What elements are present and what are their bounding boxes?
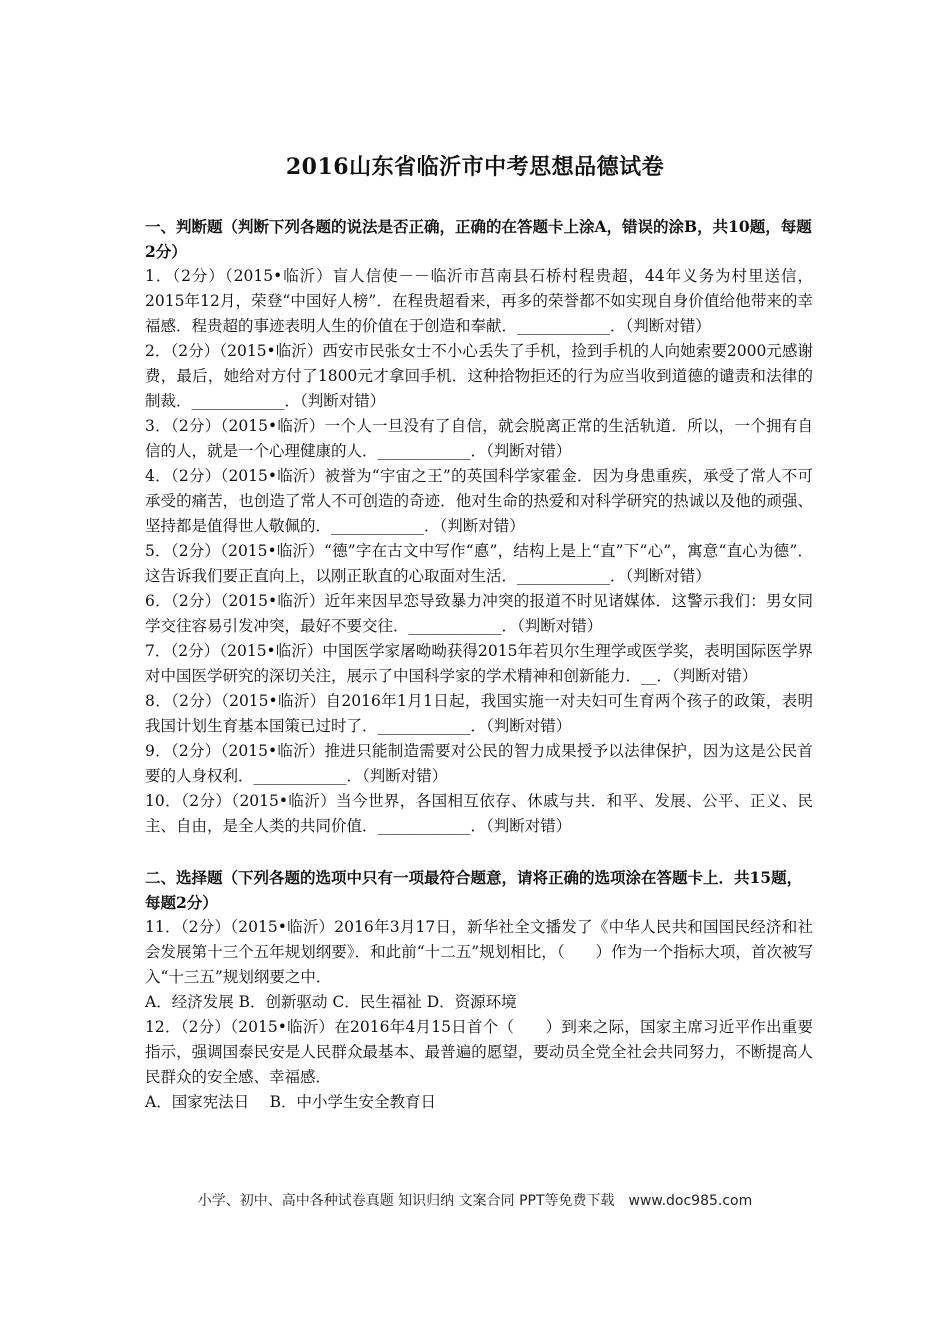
question-2: 2．（2分）（2015•临沂）西安市民张女士不小心丢失了手机，捡到手机的人向她索要2000元感谢费，最后，她给对方付了1800元才拿回手机．这种拾物拒还的行为应当收到道德的谴责和法律的制裁．____________．（判断对错） bbox=[145, 342, 813, 410]
question-8: 8．（2分）（2015•临沂）自2016年1月1日起，我国实施一对夫妇可生育两个孩子的政策，表明我国计划生育基本国策已过时了．____________．（判断对错） bbox=[145, 692, 813, 735]
question-11-options: A．经济发展 B．创新驱动 C．民生福祉 D．资源环境 bbox=[145, 993, 517, 1011]
question-12-options: A．国家宪法日 B．中小学生安全教育日 bbox=[145, 1093, 437, 1111]
question-9: 9．（2分）（2015•临沂）推进只能制造需要对公民的智力成果授予以法律保护，因为这是公民首要的人身权利．____________．（判断对错） bbox=[145, 742, 813, 785]
section-2-heading: 二、选择题（下列各题的选项中只有一项最符合题意，请将正确的选项涂在答题卡上．共15题，每题2分） bbox=[145, 868, 803, 912]
question-1: 1．（2分）（2015•临沂）盲人信使－－临沂市莒南县石桥村程贵超，44年义务为村里送信，2015年12月，荣登“中国好人榜”．在程贵超看来，再多的荣誉都不如实现自身价值给他带来的幸福感．程贵超的事迹表明人生的价值在于创造和奉献．____________．（判断对错） bbox=[145, 267, 813, 335]
question-4: 4．（2分）（2015•临沂）被誉为“宇宙之王”的英国科学家霍金．因为身患重疾，承受了常人不可承受的痛苦，也创造了常人不可创造的奇迹．他对生命的热爱和对科学研究的热诚以及他的顽强、坚持都是值得世人敬佩的．____________．（判断对错） bbox=[145, 467, 813, 535]
section-1-heading: 一、判断题（判断下列各题的说法是否正确，正确的在答题卡上涂A，错误的涂B，共10题，每题2分） bbox=[145, 217, 812, 261]
question-3: 3．（2分）（2015•临沂）一个人一旦没有了自信，就会脱离正常的生活轨道．所以，一个拥有自信的人，就是一个心理健康的人．____________．（判断对错） bbox=[145, 417, 813, 460]
question-6: 6．（2分）（2015•临沂）近年来因早恋导致暴力冲突的报道不时见诸媒体．这警示我们：男女同学交往容易引发冲突，最好不要交往．____________．（判断对错） bbox=[145, 592, 813, 635]
question-12: 12．（2分）（2015•临沂）在2016年4月15日首个（ ）到来之际，国家主席习近平作出重要指示，强调国泰民安是人民群众最基本、最普遍的愿望，要动员全党全社会共同努力，不断提高人民群众的安全感、幸福感． bbox=[145, 1018, 813, 1086]
question-5: 5．（2分）（2015•临沂）“德”字在古文中写作“悳”，结构上是上“直”下“心”，寓意“直心为德”．这告诉我们要正直向上，以刚正耿直的心取面对生活．____________．（判断对错） bbox=[145, 542, 813, 585]
question-10: 10．（2分）（2015•临沂）当今世界，各国相互依存、休戚与共．和平、发展、公平、正义、民主、自由，是全人类的共同价值．____________．（判断对错） bbox=[145, 792, 813, 835]
page-footer: 小学、初中、高中各种试卷真题 知识归纳 文案合同 PPT等免费下载 www.doc985.com bbox=[197, 1193, 753, 1209]
question-7: 7．（2分）（2015•临沂）中国医学家屠呦呦获得2015年若贝尔生理学或医学奖，表明国际医学界对中国医学研究的深切关注，展示了中国科学家的学术精神和创新能力．__．（判断对错） bbox=[145, 642, 813, 685]
section-spacer bbox=[145, 839, 813, 865]
exam-content bbox=[145, 214, 813, 1115]
page-title: 2016山东省临沂市中考思想品德试卷 bbox=[285, 154, 665, 180]
question-11: 11．（2分）（2015•临沂）2016年3月17日，新华社全文播发了《中华人民共和国国民经济和社会发展第十三个五年规划纲要》．和此前“十二五”规划相比，（ ）作为一个指标大项，首次被写入“十三五”规划纲要之中． bbox=[145, 918, 813, 986]
